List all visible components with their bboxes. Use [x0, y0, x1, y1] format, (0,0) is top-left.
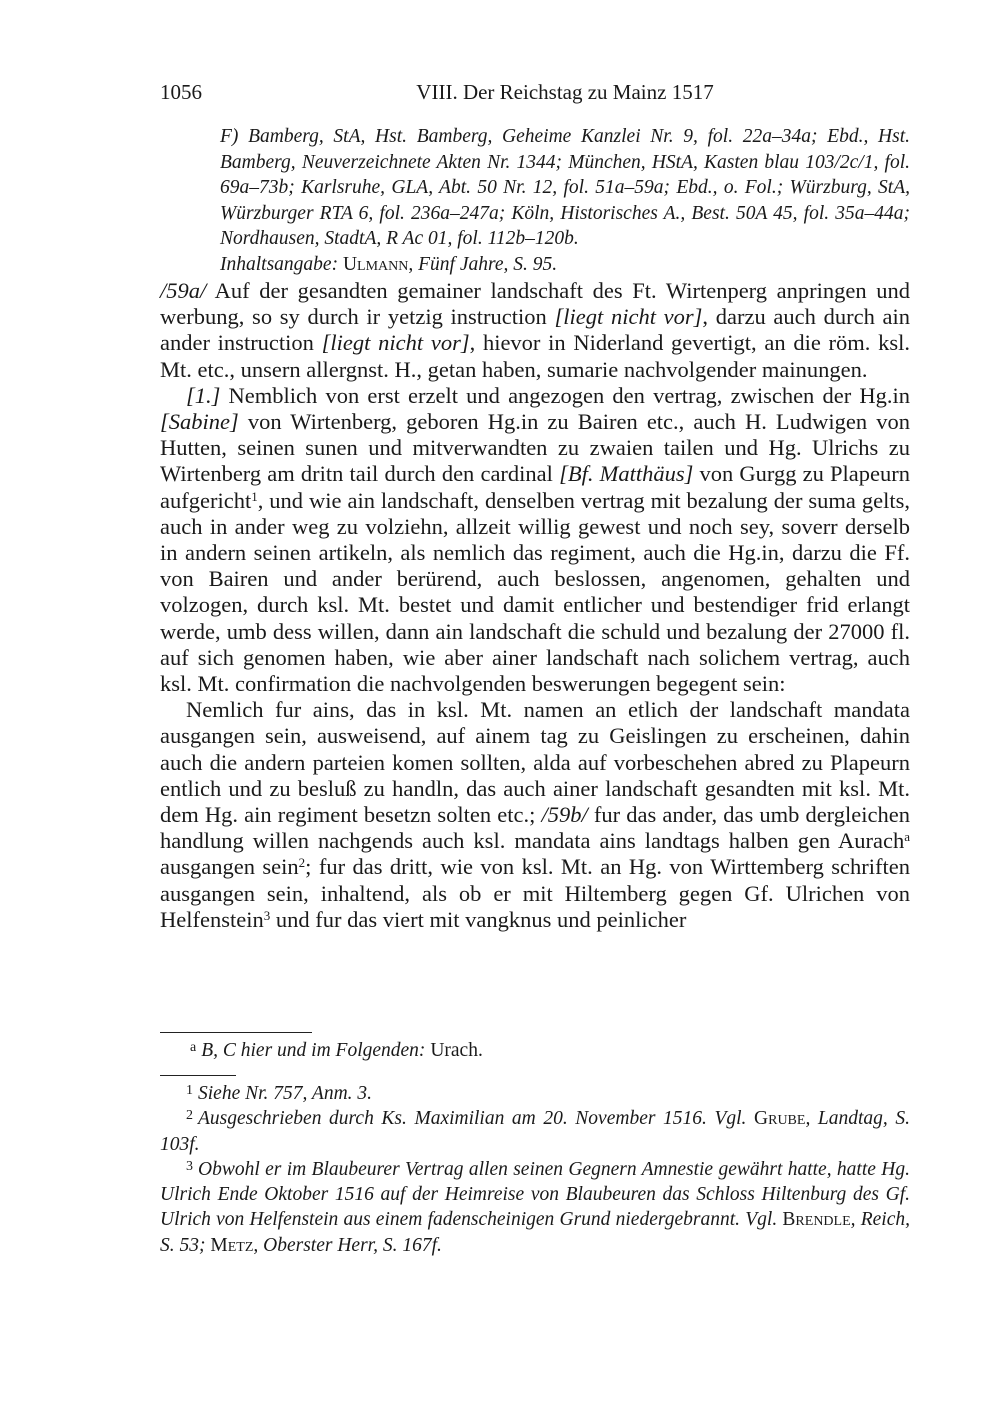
text-run: , hievor in Niderland gevertigt, an die röm. ksl. Mt. etc., unsern allergnst. H., getan haben, sumarie nachvolgender mainungen. — [160, 330, 910, 382]
footnote-ref[interactable]: 1 — [251, 488, 258, 504]
folio-mark: /59b/ — [541, 802, 588, 828]
text-run: ausgangen sein — [160, 854, 299, 880]
footnote-mark: 3 — [186, 1158, 193, 1174]
text-run: von Wirtenberg, geboren Hg.in zu Bairen etc., auch H. Ludwigen von Hutten, seinen sunen und mitverwandten zu zwaien tailen und Hg. Ulrichs zu Wirtenberg am dritn tail durch den cardinal — [160, 409, 910, 487]
footnote-text: , Reich, S. 53; — [160, 1209, 911, 1256]
running-title: VIII. Der Reichstag zu Mainz 1517 — [416, 80, 714, 104]
footnote-mark: 1 — [186, 1083, 193, 1098]
footnotes — [160, 1081, 910, 1258]
editorial-note: [liegt nicht vor] — [554, 304, 703, 330]
text-run: ; fur das dritt, wie von ksl. Mt. an Hg. von Wirttemberg schriften ausgangen sein, inhaltend, als ob er mit Hiltemberg gegen Gf. Ulrichen von Helfenstein — [160, 854, 910, 932]
footnote-text: Ausgeschrieben durch Ks. Maximilian am 20. November 1516. Vgl. — [198, 1108, 747, 1130]
footnote-text: Siehe Nr. 757, Anm. 3. — [198, 1083, 373, 1104]
summary-author: Ulmann — [342, 253, 409, 275]
footnote-text: Obwohl er im Blaubeurer Vertrag allen seinen Gegnern Amnestie gewährt hatte, hatte Hg. Ulrich Ende Oktober 1516 auf der Heimreise von Blaubeuren das Schloss Hiltenburg des Gf. Ulrich von Helfenstein aus einem fadenscheinigen Grund niedergebrannt. Vgl. — [160, 1158, 910, 1231]
paragraph-3 — [160, 697, 910, 933]
footnote-2 — [160, 1106, 910, 1157]
footnote-3 — [160, 1157, 910, 1258]
text-run: Nemlich fur ains, das in ksl. Mt. namen an etlich der landschaft mandata ausgangen sein, ausweisend, auf ainem tag zu Geislingen zu erscheinen, dahin auch die andern parteien komen sollten, alda auf vorbeschehen abred zu Plapeurn entlich und zu besluß zu handln, das auch ainer landschaft gesandten mit ksl. Mt. dem Hg. ain regiment besetzn solten etc.; — [160, 697, 910, 828]
text-run: Auf der gesandten gemainer landschaft des Ft. Wirtenperg anpringen und werbung, so sy durch ir yetzig instruction — [160, 278, 910, 330]
footnote-author: Brendle — [782, 1209, 851, 1231]
footnote-italic: B, C hier und im Folgenden: — [201, 1040, 426, 1061]
item-number: [1.] — [186, 382, 221, 408]
source-list: F) Bamberg, StA, Hst. Bamberg, Geheime Kanzlei Nr. 9, fol. 22a–34a; Ebd., Hst. Bamberg, Neuverzeichnete Akten Nr. 1344; München, HStA, Kasten blau 103/2c/1, fol. 69a–73b; Karlsruhe, GLA, Abt. 50 Nr. 12, fol. 51a–59a; Ebd., o. Fol.; Würzburg, StA, Würzburger RTA 6, fol. 236a–247a; Köln, Historisches A., Best. 50A 45, fol. 35a–44a; Nordhausen, StadtA, R Ac 01, fol. 112b–120b. — [220, 126, 910, 249]
footnote-text: , Landtag, S. 103f. — [160, 1108, 911, 1155]
summary-line — [220, 252, 910, 278]
footnote-author: Metz — [210, 1234, 254, 1256]
editorial-note: [liegt nicht vor] — [321, 330, 470, 356]
footnote-mark: 2 — [186, 1108, 193, 1124]
editorial-note: [Bf. Matthäus] — [559, 461, 694, 487]
footnote-1 — [160, 1081, 910, 1106]
text-run: , und wie ain landschaft, denselben vertrag mit bezalung der suma gelts, auch in ander weg zu volziehn, allzeit willig gewest und noch sey, soverr derselb in andern seinen artikeln, als nemlich das regiment, auch die Hg.in, darzu die Ff. von Bairen und ander berürend, auch beslossen, angenomen, gehalten und volzogen, durch ksl. Mt. bestet und damit entlicher und bestendiger frid erlangt werde, umb dess willen, dann ain landschaft die schuld und bezalung der 27000 fl. auf sich genomen haben, wie aber ainer landschaft nach solichem vertrag, auch ksl. Mt. confirmation die nachvolgenden beswerungen begegent sein: — [160, 487, 910, 697]
footnote-text: , Oberster Herr, S. 167f. — [253, 1234, 442, 1256]
editorial-note: [Sabine] — [160, 409, 239, 435]
folio-mark: /59a/ — [160, 278, 207, 303]
footnote-author: Grube — [754, 1108, 806, 1130]
textual-footnote — [160, 1038, 910, 1063]
paragraph-2 — [160, 383, 910, 697]
footnote-text: Urach. — [425, 1040, 483, 1061]
text-run: Nemblich von erst erzelt und angezogen den vertrag, zwischen der Hg.in — [220, 382, 910, 408]
footnote-ref[interactable]: a — [904, 829, 910, 845]
footnote-ref[interactable]: 3 — [263, 907, 271, 923]
summary-rest: , Fünf Jahre, S. 95. — [408, 253, 558, 275]
summary-label: Inhaltsangabe: — [220, 253, 339, 275]
footnote-ref[interactable]: 2 — [298, 855, 306, 871]
paragraph-1 — [160, 278, 910, 383]
source-note — [220, 124, 910, 277]
text-run: und fur das viert mit vangknus und peinlicher — [270, 906, 687, 932]
page-number: 1056 — [160, 80, 202, 104]
footnote-divider — [160, 1032, 312, 1033]
text-run: von Gurgg zu Plapeurn aufgericht — [160, 461, 910, 513]
footnote-divider — [160, 1075, 236, 1076]
text-run: , darzu auch durch ain ander instruction — [160, 304, 911, 356]
text-run: fur das ander, das umb dergleichen handlung willen nachgends auch ksl. mandata ains landtags halben gen Aurach — [160, 802, 910, 854]
main-text — [160, 278, 910, 933]
page-header — [160, 80, 910, 110]
footnote-mark: a — [190, 1040, 197, 1055]
